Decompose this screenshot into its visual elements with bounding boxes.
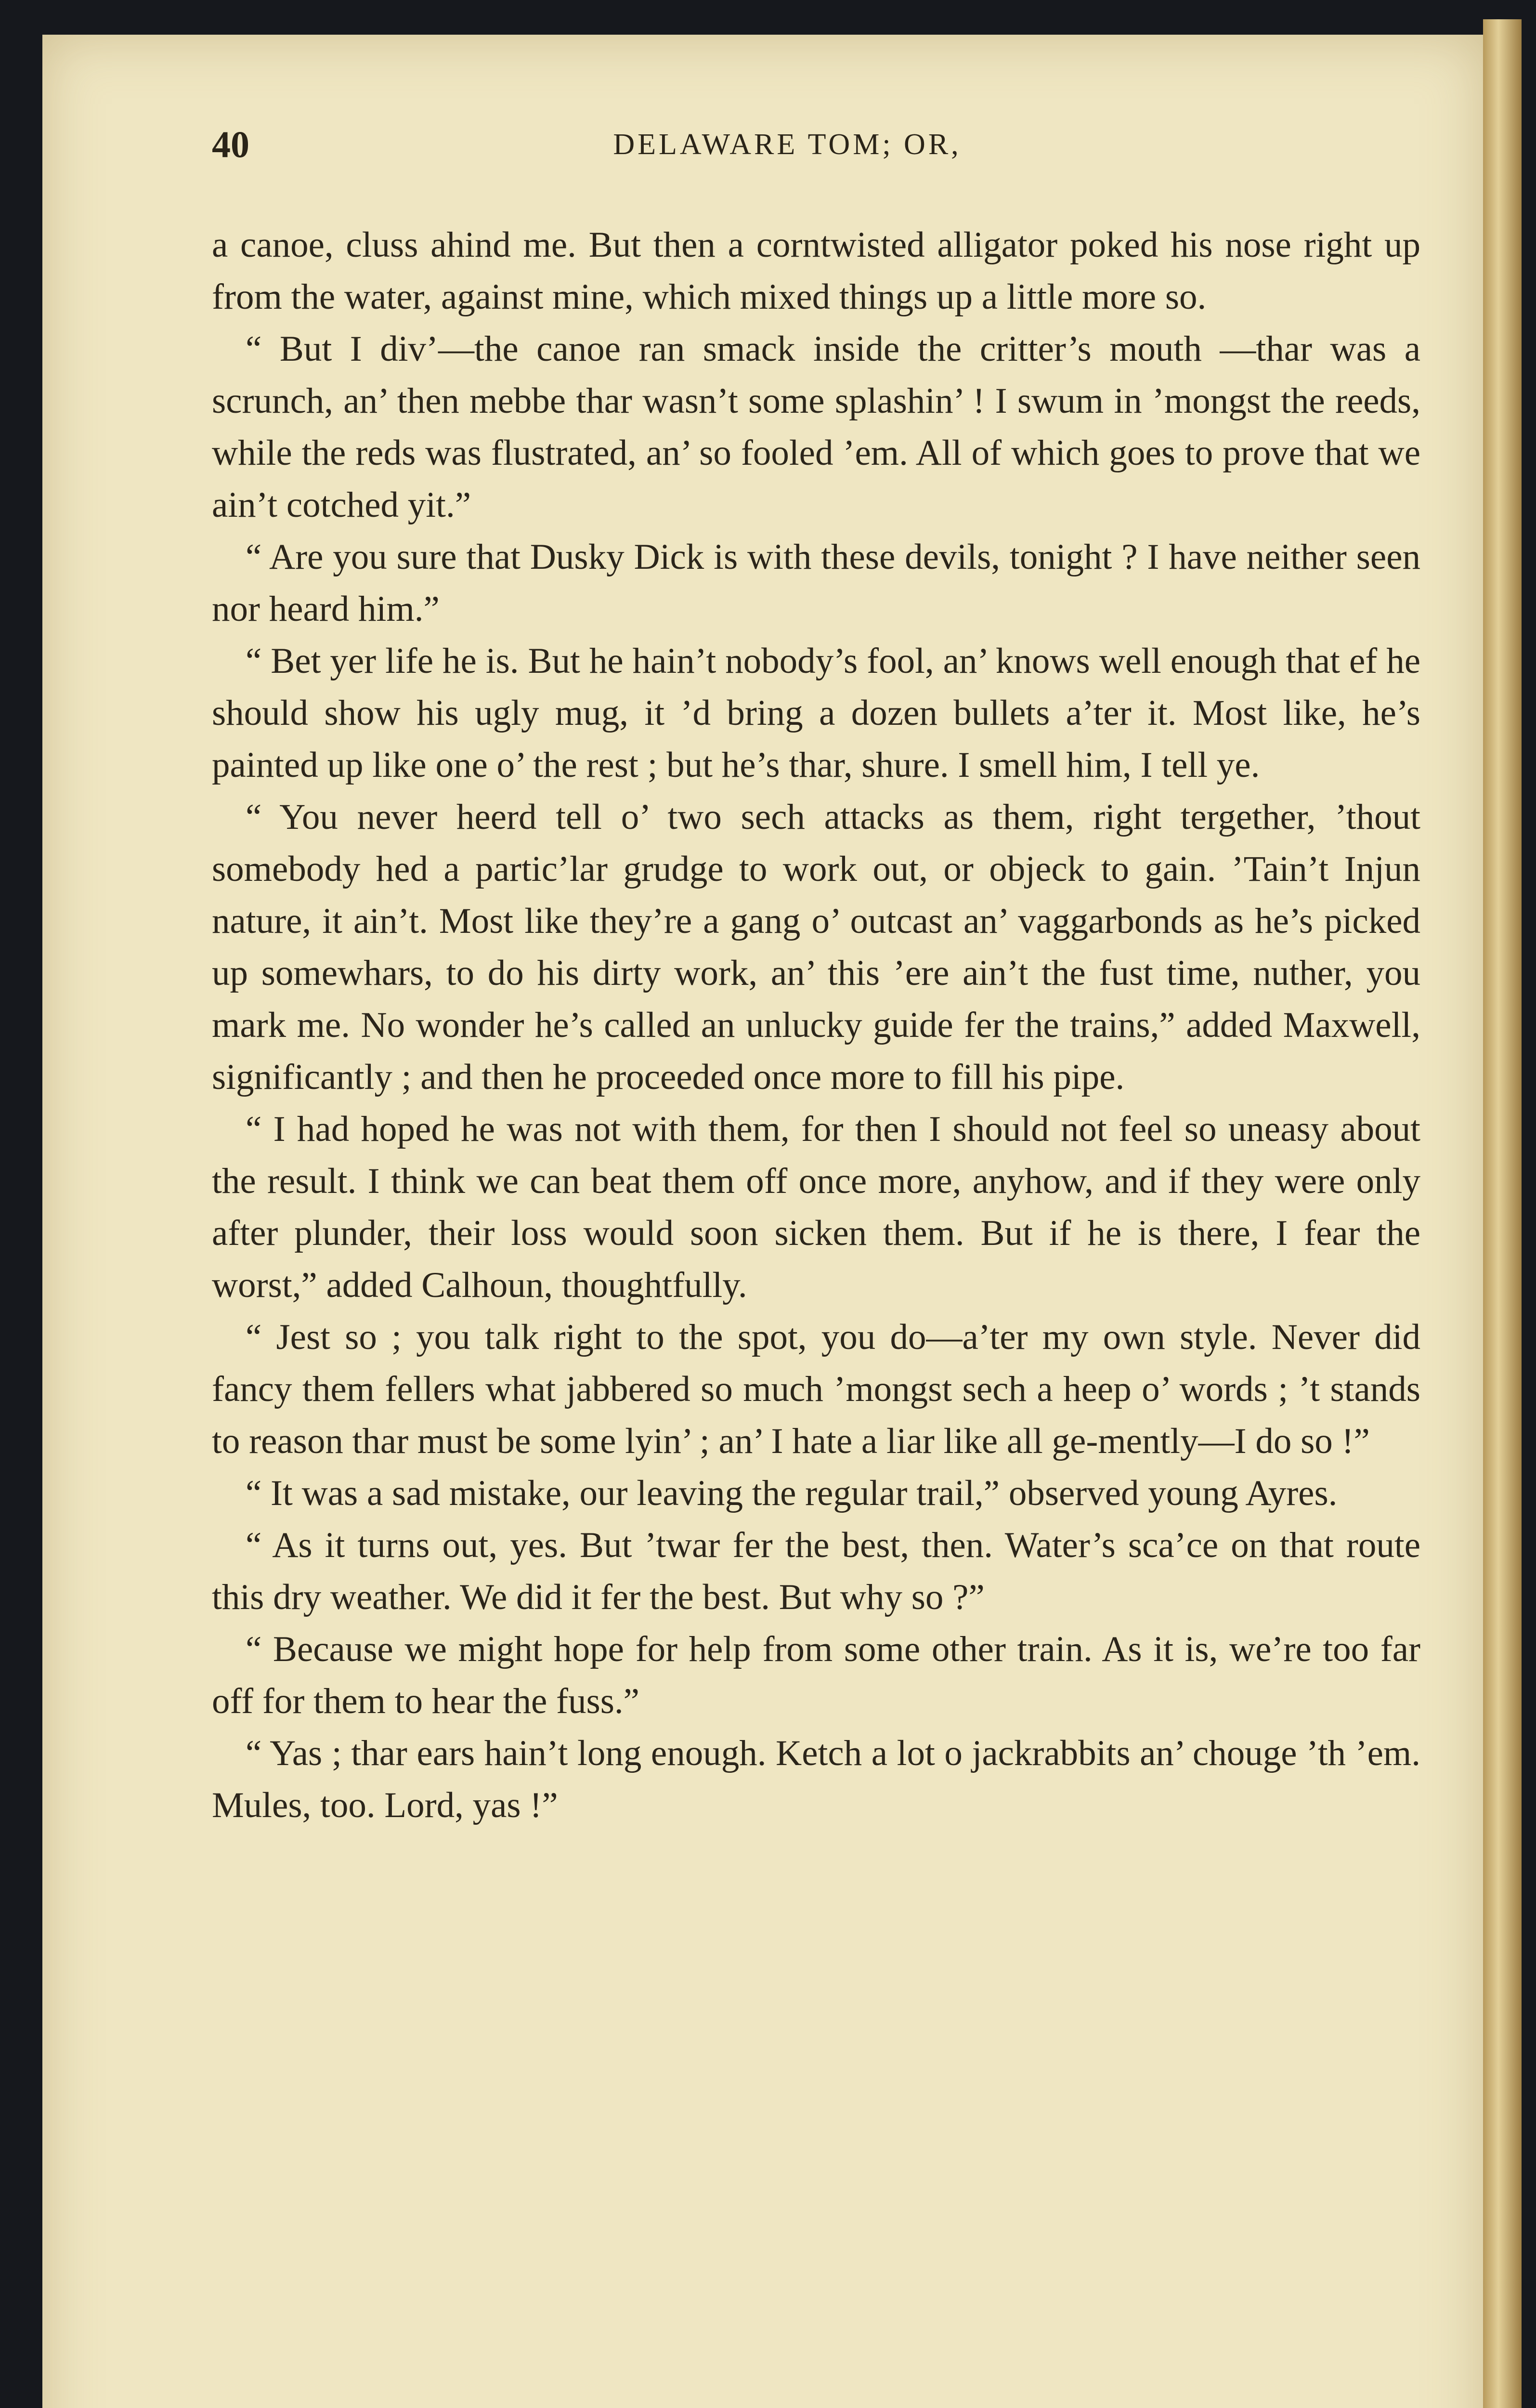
body-text xyxy=(212,219,1420,1832)
paragraph: “ It was a sad mistake, our leaving the regular trail,” observed young Ayres. xyxy=(246,1473,1338,1513)
paragraph: “ Yas ; thar ears hain’t long enough. Ketch a lot o jackrabbits an’ chouge ’th ’em. Mules, too. Lord, yas !” xyxy=(212,1733,1420,1825)
paragraph: “ Are you sure that Dusky Dick is with these devils, tonight ? I have neither seen nor heard him.” xyxy=(212,537,1420,629)
running-title: DELAWARE TOM; OR, xyxy=(613,128,962,161)
book-spine-edge xyxy=(1483,19,1522,2408)
paragraph: a canoe, cluss ahind me. But then a corntwisted alligator poked his nose right up from the water, against mine, which mixed things up a little more so. xyxy=(212,225,1420,317)
paragraph: “ Bet yer life he is. But he hain’t nobody’s fool, an’ knows well enough that ef he should show his ugly mug, it ’d bring a dozen bullets a’ter it. Most like, he’s painted up like one o’ the rest ; but he’s thar, shure. I smell him, I tell ye. xyxy=(212,641,1420,785)
paragraph: “ Jest so ; you talk right to the spot, you do—a’ter my own style. Never did fancy them fellers what jabbered so much ’mongst sech a heep o’ words ; ’t stands to reason thar must be some lyin’ ; an’ I hate a liar like all ge-mently—I do so !” xyxy=(212,1317,1420,1461)
page-number: 40 xyxy=(212,123,249,165)
paragraph: “ But I div’—the canoe ran smack inside the critter’s mouth —thar was a scrunch, an’ then mebbe thar wasn’t some splashin’ ! I swum in ’mongst the reeds, while the reds was flustrated, an’ so fooled ’em. All of which goes to prove that we ain’t cotched yit.” xyxy=(212,329,1420,525)
paragraph: “ I had hoped he was not with them, for then I should not feel so uneasy about the result. I think we can beat them off once more, anyhow, and if they were only after plunder, their loss would soon sicken them. But if he is there, I fear the worst,” added Calhoun, thoughtfully. xyxy=(212,1109,1420,1305)
paragraph: “ Because we might hope for help from some other train. As it is, we’re too far off for them to hear the fuss.” xyxy=(212,1629,1420,1721)
page-header xyxy=(169,123,1406,181)
paragraph: “ As it turns out, yes. But ’twar fer the best, then. Water’s sca’ce on that route this dry weather. We did it fer the best. But why so ?” xyxy=(212,1525,1420,1617)
paragraph: “ You never heerd tell o’ two sech attacks as them, right tergether, ’thout somebody hed a partic’lar grudge to work out, or objeck to gain. ’Tain’t Injun nature, it ain’t. Most like they’re a gang o’ outcast an’ vaggarbonds as he’s picked up somewhars, to do his dirty work, an’ this ’ere ain’t the fust time, nuther, you mark me. No wonder he’s called an unlucky guide fer the trains,” added Maxwell, significantly ; and then he proceeded once more to fill his pipe. xyxy=(212,797,1420,1097)
